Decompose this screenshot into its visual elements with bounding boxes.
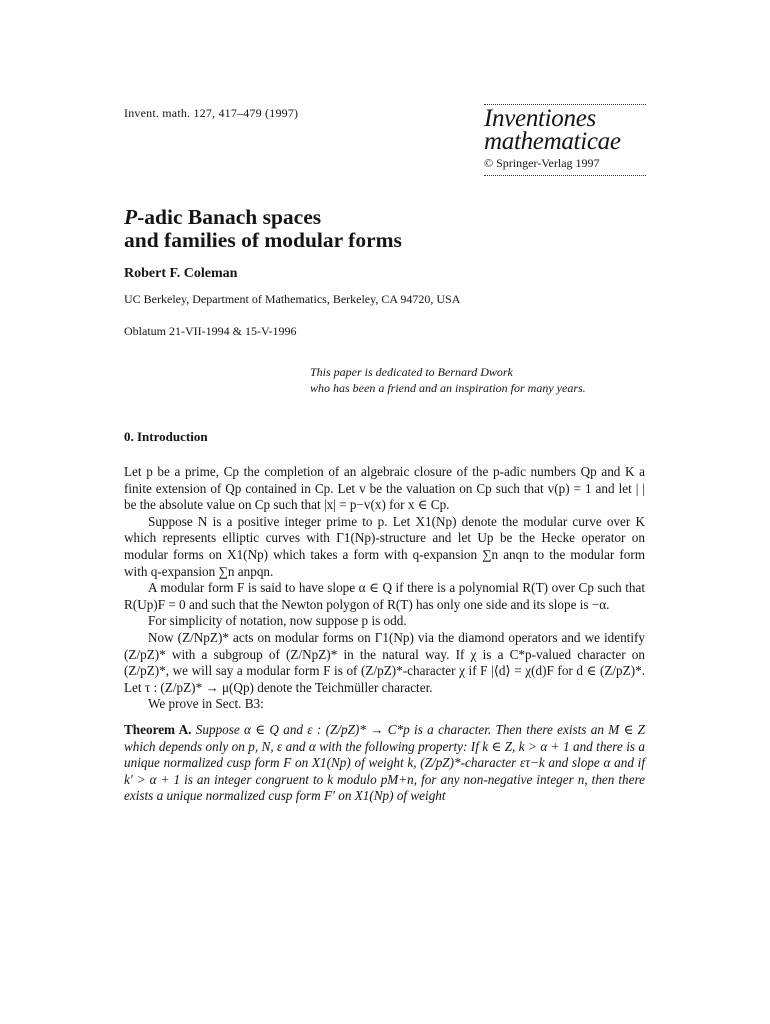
title-line-1 — [124, 206, 402, 229]
author-affiliation: UC Berkeley, Department of Mathematics, Berkeley, CA 94720, USA — [124, 292, 461, 306]
author-name: Robert F. Coleman — [124, 266, 238, 281]
masthead-bottom-rule — [484, 175, 646, 176]
dedication — [310, 364, 645, 396]
paragraph-3: A modular form F is said to have slope α ∈ Q if there is a polynomial R(T) over Cp such that R(Up)F = 0 and such that the Newton polygon of R(T) has only one side and its slope is −α. — [124, 580, 645, 612]
paragraph-4: For simplicity of notation, now suppose p is odd. — [148, 613, 407, 629]
body-text — [124, 464, 645, 805]
dedication-line-1: This paper is dedicated to Bernard Dwork — [310, 365, 513, 379]
paragraph-6: We prove in Sect. B3: — [148, 696, 264, 712]
title-rest: -adic Banach spaces — [137, 205, 322, 229]
title-line-2: and families of modular forms — [124, 228, 402, 252]
paper-title — [124, 206, 402, 252]
dedication-line-2: who has been a friend and an inspiration for many years. — [310, 381, 586, 395]
journal-name-line2: mathematicae — [484, 128, 621, 155]
paragraph-5: Now (Z/NpZ)* acts on modular forms on Γ1(Np) via the diamond operators and we identify (Z/pZ)* with a subgroup of (Z/NpZ)* in the natural way. If χ is a C*p-valued character on (Z/pZ)*, we will say a modular form F is of (Z/pZ)*-character χ if F |⟨d⟩ = χ(d)F for d ∈ (Z/pZ)*. Let τ : (Z/pZ)* → μ(Qp) denote the Teichmüller character. — [124, 629, 645, 695]
theorem-heading: Theorem A. — [124, 721, 192, 737]
title-prefix: P — [124, 205, 138, 229]
section-heading: 0. Introduction — [124, 429, 208, 444]
journal-reference: Invent. math. 127, 417–479 (1997) — [124, 106, 299, 120]
received-dates: Oblatum 21-VII-1994 & 15-V-1996 — [124, 324, 297, 338]
journal-masthead — [484, 104, 646, 176]
theorem-a — [124, 722, 645, 805]
journal-name-line1: Inventiones — [484, 105, 596, 132]
paragraph-1: Let p be a prime, Cp the completion of an algebraic closure of the p-adic numbers Qp and K a finite extension of Qp contained in Cp. Let v be the valuation on Cp such that v(p) = 1 and let | | be the absolute value on Cp such that |x| = p−v(x) for x ∈ Cp. — [124, 464, 645, 513]
theorem-statement: Suppose α ∈ Q and ε : (Z/pZ)* → C*p is a character. Then there exists an M ∈ Z which depends only on p, N, ε and α with the following property: If k ∈ Z, k > α + 1 and there is a unique normalized cusp form F on X1(Np) of weight k, (Z/pZ)*-character ετ−k and slope α and if k′ > α + 1 is an integer congruent to k modulo pM+n, for any non-negative integer n, then there exists a unique normalized cusp form F′ on X1(Np) of weight — [124, 721, 646, 804]
publisher-line: © Springer-Verlag 1997 — [484, 156, 600, 170]
paragraph-2: Suppose N is a positive integer prime to p. Let X1(Np) denote the modular curve over K which represents elliptic curves with Γ1(Np)-structure and let Up be the Hecke operator on modular forms on X1(Np) which takes a form with q-expansion ∑n anqn to the modular form with q-expansion ∑n anpqn. — [124, 513, 645, 579]
